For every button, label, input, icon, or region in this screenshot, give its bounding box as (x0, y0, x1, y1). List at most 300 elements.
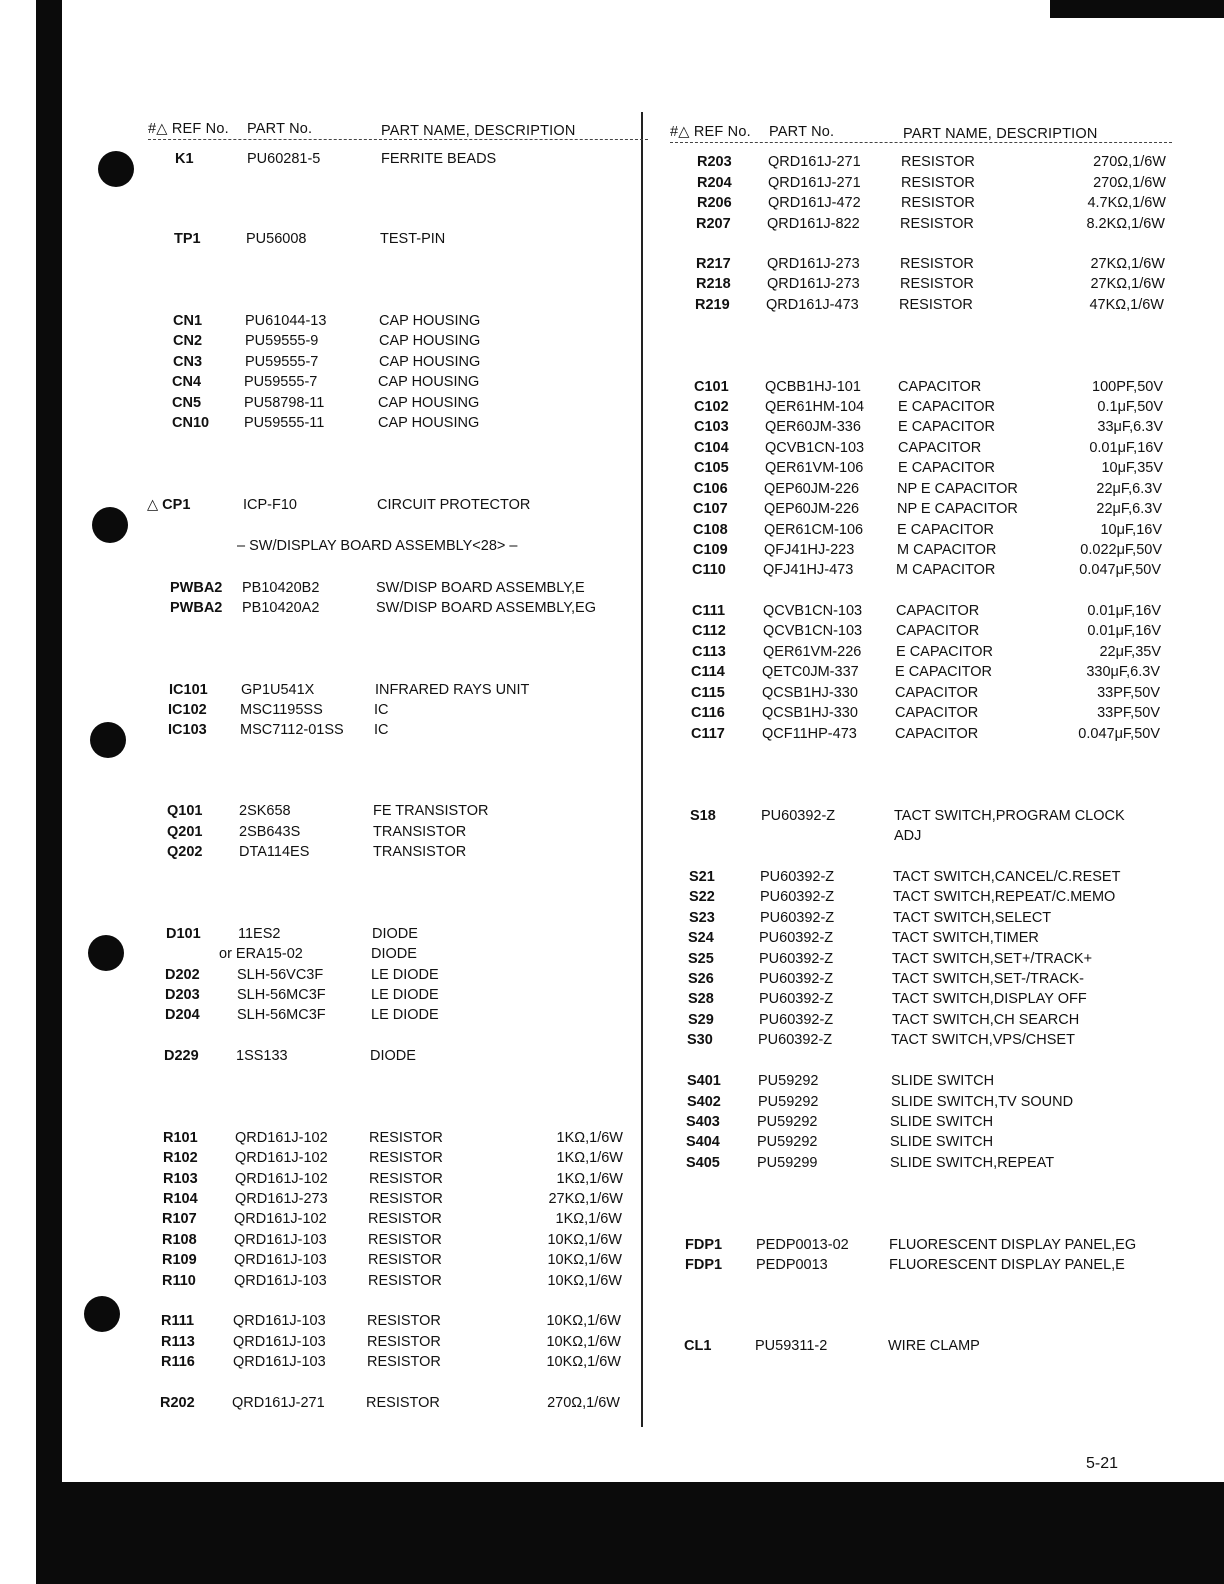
part-description: E CAPACITOR (897, 522, 994, 538)
parts-row (692, 603, 1161, 623)
parts-row (175, 151, 635, 171)
part-ref: C114 (691, 664, 725, 680)
part-description: RESISTOR (366, 1395, 440, 1411)
part-number: SLH-56MC3F (237, 987, 326, 1003)
part-number: PU59555-7 (244, 374, 318, 390)
part-description: TACT SWITCH,DISPLAY OFF (892, 991, 1087, 1007)
part-number: QRD161J-273 (767, 256, 860, 272)
part-ref: C115 (691, 685, 725, 701)
part-description: CAPACITOR (898, 379, 982, 395)
part-number: PU60392-Z (760, 869, 835, 885)
header-part: PART No. (247, 121, 313, 137)
parts-row (692, 623, 1161, 643)
part-ref: R113 (161, 1334, 195, 1350)
header-ref: #△ REF No. (670, 124, 751, 140)
parts-row (689, 910, 1158, 930)
part-value: 33μF,6.3V (1097, 419, 1163, 435)
part-number: QER61HM-104 (765, 399, 865, 415)
part-description: SW/DISP BOARD ASSEMBLY,E (376, 580, 585, 596)
part-value: 47KΩ,1/6W (1089, 297, 1164, 313)
part-ref: R101 (163, 1130, 198, 1146)
part-ref: C101 (694, 379, 729, 395)
parts-row (161, 1354, 621, 1374)
part-ref: IC102 (168, 702, 207, 718)
part-ref: D202 (165, 967, 200, 983)
part-number: SLH-56VC3F (237, 967, 324, 983)
part-number: PU59311-2 (755, 1338, 828, 1354)
part-number: MSC7112-01SS (240, 722, 344, 738)
parts-row (167, 803, 627, 823)
part-number: 11ES2 (238, 926, 281, 942)
part-value: 27KΩ,1/6W (1090, 256, 1165, 272)
part-description: E CAPACITOR (896, 644, 993, 660)
parts-row (690, 828, 1159, 848)
parts-row (172, 415, 632, 435)
parts-row (696, 256, 1165, 276)
part-number: QER60JM-336 (765, 419, 861, 435)
part-description: CAPACITOR (895, 726, 979, 742)
part-ref: S25 (688, 951, 714, 967)
part-description: TRANSISTOR (373, 824, 467, 840)
parts-row (173, 313, 633, 333)
parts-row (693, 522, 1162, 542)
part-number: QFJ41HJ-473 (763, 562, 854, 578)
part-description: RESISTOR (901, 154, 975, 170)
part-description: E CAPACITOR (898, 460, 995, 476)
part-ref: CN2 (173, 333, 203, 349)
part-ref: R203 (697, 154, 732, 170)
part-ref: CN5 (172, 395, 202, 411)
part-description: FERRITE BEADS (381, 151, 497, 167)
part-ref: TP1 (174, 231, 201, 247)
parts-row (692, 562, 1161, 582)
parts-row (696, 276, 1165, 296)
parts-row (695, 297, 1164, 317)
part-number: PU60392-Z (761, 808, 836, 824)
part-description: FLUORESCENT DISPLAY PANEL,EG (889, 1237, 1137, 1253)
parts-row (172, 395, 632, 415)
part-value: 1KΩ,1/6W (556, 1150, 623, 1166)
part-description: CAPACITOR (896, 603, 980, 619)
part-number: QETC0JM-337 (762, 664, 859, 680)
part-description: CAP HOUSING (379, 313, 481, 329)
part-number: QRD161J-473 (766, 297, 859, 313)
parts-row (684, 1338, 1153, 1358)
parts-row (168, 722, 628, 742)
part-number: QRD161J-103 (233, 1313, 326, 1329)
part-number: PU60392-Z (759, 991, 834, 1007)
part-ref: S24 (688, 930, 714, 946)
part-value: 0.1μF,50V (1097, 399, 1163, 415)
part-value: 10μF,35V (1101, 460, 1163, 476)
part-number: PU59292 (758, 1094, 819, 1110)
parts-row (685, 1257, 1154, 1277)
part-description: RESISTOR (367, 1313, 441, 1329)
parts-row (694, 419, 1163, 439)
part-description: TACT SWITCH,CANCEL/C.RESET (893, 869, 1121, 885)
part-number: QRD161J-822 (767, 216, 860, 232)
binder-hole (84, 1296, 120, 1332)
part-value: 0.047μF,50V (1078, 726, 1160, 742)
part-description: SLIDE SWITCH,TV SOUND (891, 1094, 1074, 1110)
part-ref: R104 (163, 1191, 198, 1207)
parts-row (691, 685, 1160, 705)
part-value: 8.2KΩ,1/6W (1086, 216, 1165, 232)
part-description: RESISTOR (368, 1273, 442, 1289)
header-desc: PART NAME, DESCRIPTION (381, 123, 576, 139)
parts-row (693, 501, 1162, 521)
part-description: E CAPACITOR (898, 419, 995, 435)
part-description: CIRCUIT PROTECTOR (377, 497, 531, 513)
part-ref: C116 (691, 705, 725, 721)
part-ref: S23 (689, 910, 715, 926)
part-description: LE DIODE (371, 1007, 439, 1023)
part-ref: S403 (686, 1114, 720, 1130)
parts-row (163, 1130, 623, 1150)
parts-row (167, 844, 627, 864)
part-ref: R109 (162, 1252, 197, 1268)
part-description: TACT SWITCH,SELECT (893, 910, 1052, 926)
part-ref: R108 (162, 1232, 197, 1248)
part-ref: R218 (696, 276, 731, 292)
part-description: TACT SWITCH,TIMER (892, 930, 1039, 946)
part-ref: CN1 (173, 313, 203, 329)
part-ref: R217 (696, 256, 731, 272)
part-number: QRD161J-102 (234, 1211, 327, 1227)
scan-border-left (36, 0, 62, 1584)
part-ref: C107 (693, 501, 728, 517)
part-value: 0.022μF,50V (1080, 542, 1162, 558)
parts-row (162, 1211, 622, 1231)
part-value: 22μF,6.3V (1096, 501, 1162, 517)
part-ref: D229 (164, 1048, 199, 1064)
parts-row (696, 216, 1165, 236)
part-description: SLIDE SWITCH (891, 1073, 995, 1089)
part-ref: K1 (175, 151, 194, 167)
part-description: RESISTOR (369, 1171, 443, 1187)
part-number: PU60392-Z (760, 889, 835, 905)
part-value: 10KΩ,1/6W (547, 1273, 622, 1289)
parts-row (172, 374, 632, 394)
part-description: LE DIODE (371, 967, 439, 983)
part-ref: R103 (163, 1171, 198, 1187)
part-description: CAPACITOR (895, 705, 979, 721)
part-number: QRD161J-271 (768, 154, 861, 170)
parts-row (693, 481, 1162, 501)
part-ref: C108 (693, 522, 728, 538)
part-ref: C109 (693, 542, 728, 558)
part-number: QRD161J-102 (235, 1171, 328, 1187)
part-description: WIRE CLAMP (888, 1338, 980, 1354)
part-number: QEP60JM-226 (764, 481, 860, 497)
part-number: QRD161J-103 (233, 1354, 326, 1370)
part-ref: S22 (689, 889, 715, 905)
part-number: PU56008 (246, 231, 307, 247)
parts-row (694, 440, 1163, 460)
part-value: 33PF,50V (1097, 685, 1160, 701)
part-value: 22μF,6.3V (1096, 481, 1162, 497)
header-ref: #△ REF No. (148, 121, 229, 137)
part-value: 10KΩ,1/6W (546, 1334, 621, 1350)
parts-row (691, 726, 1160, 746)
part-ref: PWBA2 (170, 580, 223, 596)
parts-row (165, 967, 625, 987)
part-description: CAPACITOR (896, 623, 980, 639)
part-ref: C113 (692, 644, 726, 660)
part-number: QRD161J-103 (234, 1273, 327, 1289)
part-ref: R207 (696, 216, 731, 232)
parts-row (688, 1012, 1157, 1032)
scan-border-bottom (36, 1482, 1224, 1584)
part-description: CAP HOUSING (379, 333, 481, 349)
parts-row (686, 1114, 1155, 1134)
part-ref: R204 (697, 175, 732, 191)
part-number: PU59299 (757, 1155, 818, 1171)
part-ref: R111 (161, 1313, 195, 1329)
part-description: TACT SWITCH,VPS/CHSET (891, 1032, 1075, 1048)
part-number: PU61044-13 (245, 313, 327, 329)
part-description: TACT SWITCH,PROGRAM CLOCK (894, 808, 1125, 824)
parts-row (173, 333, 633, 353)
part-ref: S21 (689, 869, 715, 885)
part-ref: Q202 (167, 844, 203, 860)
part-description: RESISTOR (368, 1211, 442, 1227)
parts-row (165, 946, 625, 966)
part-description: TACT SWITCH,SET-/TRACK- (892, 971, 1084, 987)
part-description: FLUORESCENT DISPLAY PANEL,E (889, 1257, 1125, 1273)
binder-hole (88, 935, 124, 971)
part-value: 270Ω,1/6W (1093, 154, 1166, 170)
part-ref: C105 (694, 460, 729, 476)
part-ref: △ CP1 (147, 497, 191, 513)
part-value: 330μF,6.3V (1086, 664, 1160, 680)
part-ref: C106 (693, 481, 728, 497)
parts-row (692, 644, 1161, 664)
part-number: PU60392-Z (759, 930, 834, 946)
part-value: 27KΩ,1/6W (548, 1191, 623, 1207)
part-ref: CL1 (684, 1338, 712, 1354)
part-description: TACT SWITCH,SET+/TRACK+ (892, 951, 1093, 967)
parts-row (170, 600, 630, 620)
part-value: 270Ω,1/6W (1093, 175, 1166, 191)
part-ref: R206 (697, 195, 732, 211)
part-number: PU60281-5 (247, 151, 321, 167)
part-value: 10KΩ,1/6W (547, 1252, 622, 1268)
part-ref: PWBA2 (170, 600, 223, 616)
page-number: 5-21 (1085, 1455, 1118, 1472)
part-value: 0.01μF,16V (1087, 623, 1161, 639)
parts-row (165, 1007, 625, 1027)
part-description: RESISTOR (368, 1232, 442, 1248)
part-description: RESISTOR (369, 1150, 443, 1166)
parts-row (686, 1134, 1155, 1154)
part-description: CAP HOUSING (378, 415, 480, 431)
parts-row (162, 1232, 622, 1252)
part-description: RESISTOR (900, 276, 974, 292)
part-number: PU60392-Z (760, 910, 835, 926)
parts-row (694, 460, 1163, 480)
right-table-header (670, 120, 1172, 143)
part-number: PEDP0013-02 (756, 1237, 849, 1253)
part-description: CAP HOUSING (378, 374, 480, 390)
part-ref: FDP1 (685, 1237, 723, 1253)
part-description: FE TRANSISTOR (373, 803, 489, 819)
part-number: PU60392-Z (758, 1032, 833, 1048)
part-ref: R102 (163, 1150, 198, 1166)
part-description: IC (374, 702, 389, 718)
part-number: QCF11HP-473 (762, 726, 857, 742)
parts-row (163, 1171, 623, 1191)
part-description: E CAPACITOR (898, 399, 995, 415)
part-description: TEST-PIN (380, 231, 446, 247)
part-number: 2SB643S (239, 824, 301, 840)
parts-row (165, 987, 625, 1007)
part-description: E CAPACITOR (895, 664, 992, 680)
part-number: PU60392-Z (759, 951, 834, 967)
part-description: CAPACITOR (898, 440, 982, 456)
part-description: SLIDE SWITCH (890, 1134, 994, 1150)
binder-hole (92, 507, 128, 543)
part-number: QCVB1CN-103 (765, 440, 865, 456)
part-number: QRD161J-102 (235, 1150, 328, 1166)
part-value: 10KΩ,1/6W (547, 1232, 622, 1248)
part-description: TACT SWITCH,REPEAT/C.MEMO (893, 889, 1116, 905)
part-value: 27KΩ,1/6W (1090, 276, 1165, 292)
part-description: SLIDE SWITCH (890, 1114, 994, 1130)
part-description: DIODE (371, 946, 417, 962)
parts-row (690, 808, 1159, 828)
part-ref: S28 (688, 991, 714, 1007)
part-number: PEDP0013 (756, 1257, 828, 1273)
header-desc: PART NAME, DESCRIPTION (903, 126, 1098, 142)
part-number: PU59292 (757, 1134, 818, 1150)
parts-row (163, 1150, 623, 1170)
part-ref: C112 (692, 623, 726, 639)
part-number: QCBB1HJ-101 (765, 379, 861, 395)
part-ref: C117 (691, 726, 725, 742)
part-description: M CAPACITOR (896, 562, 996, 578)
part-description: INFRARED RAYS UNIT (375, 682, 530, 698)
part-number: QRD161J-102 (235, 1130, 328, 1146)
part-ref: S405 (686, 1155, 720, 1171)
part-description: TACT SWITCH,CH SEARCH (892, 1012, 1080, 1028)
parts-row (691, 664, 1160, 684)
parts-row (697, 175, 1166, 195)
part-ref: S29 (688, 1012, 714, 1028)
parts-row (167, 824, 627, 844)
part-number: GP1U541X (241, 682, 315, 698)
part-number: QER61CM-106 (764, 522, 864, 538)
part-number: SLH-56MC3F (237, 1007, 326, 1023)
part-description: CAPACITOR (895, 685, 979, 701)
part-description: NP E CAPACITOR (897, 501, 1018, 517)
part-number: 2SK658 (239, 803, 291, 819)
parts-row (691, 705, 1160, 725)
part-description: NP E CAPACITOR (897, 481, 1018, 497)
part-number: PB10420B2 (242, 580, 320, 596)
scan-border-top (1050, 0, 1224, 18)
parts-row (162, 1273, 622, 1293)
part-number: QER61VM-226 (763, 644, 862, 660)
part-description: LE DIODE (371, 987, 439, 1003)
part-number: QRD161J-103 (233, 1334, 326, 1350)
part-value: 270Ω,1/6W (547, 1395, 620, 1411)
parts-row (147, 497, 631, 517)
part-ref: S26 (688, 971, 714, 987)
parts-row (169, 682, 629, 702)
part-ref: FDP1 (685, 1257, 723, 1273)
column-divider (641, 112, 643, 1427)
part-ref: D203 (165, 987, 200, 1003)
part-description: SW/DISP BOARD ASSEMBLY,EG (376, 600, 596, 616)
part-description: RESISTOR (367, 1354, 441, 1370)
part-number: 1SS133 (236, 1048, 288, 1064)
part-description: ADJ (894, 828, 922, 844)
part-number: PB10420A2 (242, 600, 320, 616)
parts-row (687, 1032, 1156, 1052)
part-ref: Q201 (167, 824, 203, 840)
part-number: QER61VM-106 (765, 460, 864, 476)
part-number: ICP-F10 (243, 497, 297, 513)
parts-row (170, 580, 630, 600)
part-value: 0.047μF,50V (1079, 562, 1161, 578)
part-ref: R219 (695, 297, 730, 313)
part-ref: CN10 (172, 415, 210, 431)
part-ref: D204 (165, 1007, 200, 1023)
section-title: – SW/DISPLAY BOARD ASSEMBLY<28> – (237, 538, 518, 554)
part-ref: R107 (162, 1211, 197, 1227)
part-ref: C104 (694, 440, 729, 456)
parts-row (160, 1395, 620, 1415)
part-number: QRD161J-273 (235, 1191, 328, 1207)
parts-row (688, 991, 1157, 1011)
binder-hole (98, 151, 134, 187)
part-ref: C111 (692, 603, 726, 619)
part-value: 33PF,50V (1097, 705, 1160, 721)
parts-row (161, 1334, 621, 1354)
parts-row (688, 951, 1157, 971)
part-ref: S401 (687, 1073, 721, 1089)
part-value: 1KΩ,1/6W (556, 1130, 623, 1146)
parts-row (163, 1191, 623, 1211)
part-number: PU59292 (758, 1073, 819, 1089)
parts-row (697, 195, 1166, 215)
part-ref: Q101 (167, 803, 203, 819)
parts-row (688, 971, 1157, 991)
part-ref: IC103 (168, 722, 207, 738)
parts-row (685, 1237, 1154, 1257)
parts-row (166, 926, 626, 946)
parts-row (168, 702, 628, 722)
part-ref: R116 (161, 1354, 195, 1370)
part-description: M CAPACITOR (897, 542, 997, 558)
part-value: 0.01μF,16V (1087, 603, 1161, 619)
part-description: IC (374, 722, 389, 738)
parts-row (687, 1073, 1156, 1093)
part-ref: R110 (162, 1273, 196, 1289)
part-description: RESISTOR (901, 195, 975, 211)
part-ref: S30 (687, 1032, 713, 1048)
part-number: DTA114ES (239, 844, 310, 860)
part-value: 4.7KΩ,1/6W (1087, 195, 1166, 211)
part-description: RESISTOR (901, 175, 975, 191)
part-number: QRD161J-103 (234, 1252, 327, 1268)
parts-row (694, 399, 1163, 419)
part-value: 10KΩ,1/6W (546, 1354, 621, 1370)
part-number: QRD161J-472 (768, 195, 861, 211)
part-description: SLIDE SWITCH,REPEAT (890, 1155, 1055, 1171)
part-ref: CN3 (173, 354, 203, 370)
